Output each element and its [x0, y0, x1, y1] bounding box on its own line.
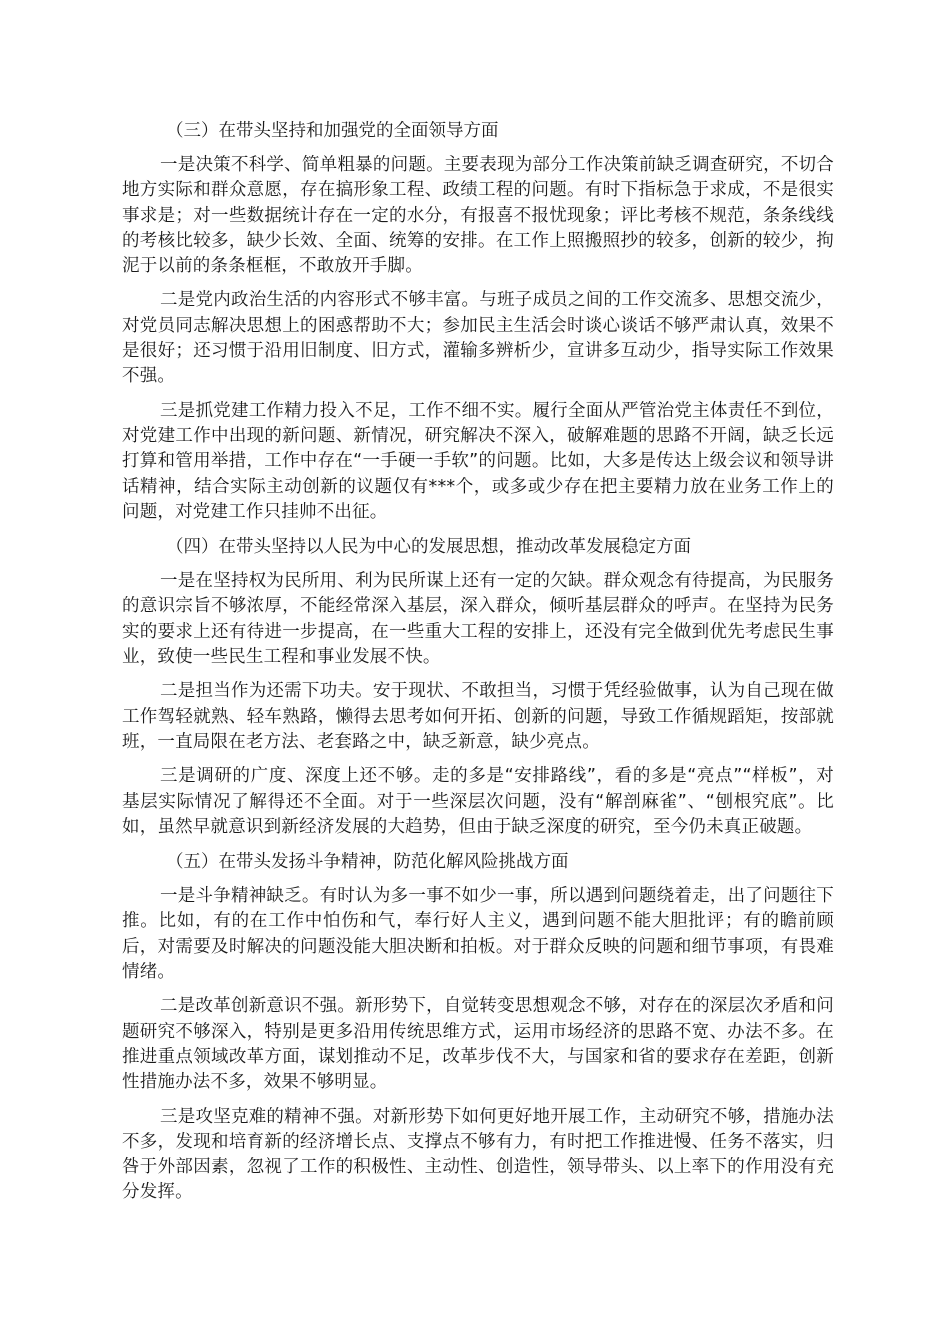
paragraph: 一是决策不科学、简单粗暴的问题。主要表现为部分工作决策前缺乏调查研究，不切合地方实际和群众意愿，存在搞形象工程、政绩工程的问题。有时下指标急于求成，不是很实事求是；对一些数据统计存在一定的水分，有报喜不报忧现象；评比考核不规范，条条线线的考核比较多，缺少长效、全面、统筹的安排。在工作上照搬照抄的较多，创新的较少，拘泥于以前的条条框框，不敢放开手脚。 [122, 155, 834, 277]
paragraph: 二是担当作为还需下功夫。安于现状、不敢担当，习惯于凭经验做事，认为自己现在做工作驾轻就熟、轻车熟路，懒得去思考如何开拓、创新的问题，导致工作循规蹈矩，按部就班，一直局限在老方法、老套路之中，缺乏新意，缺少亮点。 [122, 681, 834, 752]
paragraph: 三是攻坚克难的精神不强。对新形势下如何更好地开展工作，主动研究不够，措施办法不多，发现和培育新的经济增长点、支撑点不够有力，有时把工作推进慢、任务不落实，归咎于外部因素，忽视了工作的积极性、主动性、创造性，领导带头、以上率下的作用没有充分发挥。 [122, 1106, 834, 1203]
paragraph: 二是改革创新意识不强。新形势下，自觉转变思想观念不够，对存在的深层次矛盾和问题研究不够深入，特别是更多沿用传统思维方式，运用市场经济的思路不宽、办法不多。在推进重点领域改革方面，谋划推动不足，改革步伐不大，与国家和省的要求存在差距，创新性措施办法不多，效果不够明显。 [122, 996, 834, 1093]
paragraph: 三是抓党建工作精力投入不足，工作不细不实。履行全面从严管治党主体责任不到位，对党建工作中出现的新问题、新情况，研究解决不深入，破解难题的思路不开阔，缺乏长远打算和管用举措，工作中存在“一手硬一手软”的问题。比如，大多是传达上级会议和领导讲话精神，结合实际主动创新的议题仅有***个，或多或少存在把主要精力放在业务工作上的问题，对党建工作只挂帅不出征。 [122, 400, 834, 522]
document-body [122, 118, 834, 1215]
paragraph: 一是斗争精神缺乏。有时认为多一事不如少一事，所以遇到问题绕着走，出了问题往下推。比如，有的在工作中怕伤和气，奉行好人主义，遇到问题不能大胆批评；有的瞻前顾后，对需要及时解决的问题没能大胆决断和拍板。对于群众反映的问题和细节事项，有畏难情绪。 [122, 886, 834, 983]
section-heading-4: （四）在带头坚持以人民为中心的发展思想，推动改革发展稳定方面 [166, 537, 691, 558]
section-heading-3: （三）在带头坚持和加强党的全面领导方面 [166, 121, 499, 141]
paragraph: 三是调研的广度、深度上还不够。走的多是“安排路线”，看的多是“亮点”“样板”，对基层实际情况了解得还不全面。对于一些深层次问题，没有“解剖麻雀”、“刨根究底”。比如，虽然早就意识到新经济发展的大趋势，但由于缺乏深度的研究，至今仍未真正破题。 [122, 766, 834, 837]
section-heading-5: （五）在带头发扬斗争精神，防范化解风险挑战方面 [166, 852, 569, 873]
paragraph: 二是党内政治生活的内容形式不够丰富。与班子成员之间的工作交流多、思想交流少，对党员同志解决思想上的困惑帮助不大；参加民主生活会时谈心谈话不够严肃认真，效果不是很好；还习惯于沿用旧制度、旧方式，灌输多辨析少，宣讲多互动少，指导实际工作效果不强。 [122, 290, 834, 387]
paragraph: 一是在坚持权为民所用、利为民所谋上还有一定的欠缺。群众观念有待提高，为民服务的意识宗旨不够浓厚，不能经常深入基层，深入群众，倾听基层群众的呼声。在坚持为民务实的要求上还有待进一步提高，在一些重大工程的安排上，还没有完全做到优先考虑民生事业，致使一些民生工程和事业发展不快。 [122, 571, 834, 668]
